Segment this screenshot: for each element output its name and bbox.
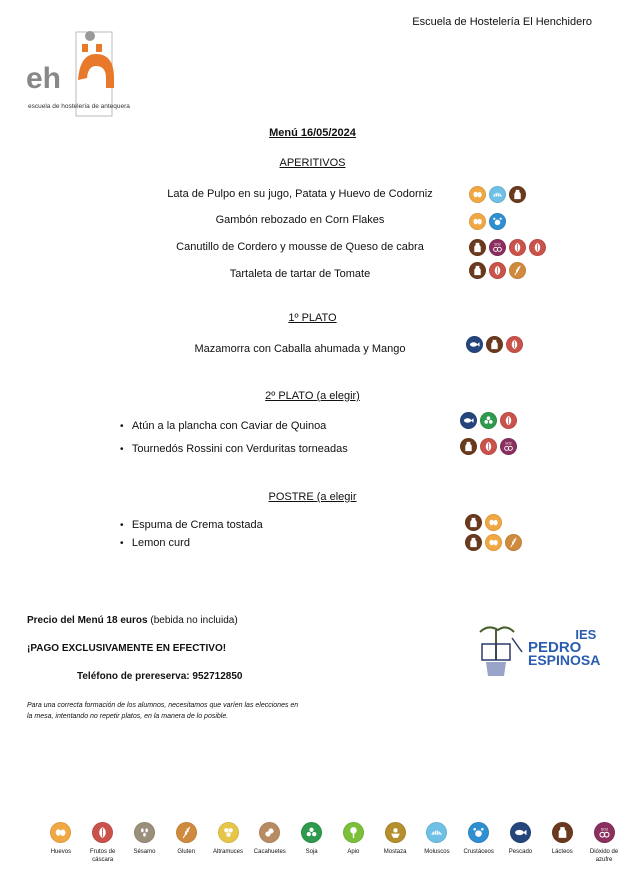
huevos-allergen-icon xyxy=(50,822,71,843)
school-logo xyxy=(26,28,138,122)
legend-item-dioxido xyxy=(583,822,625,864)
list-item: • Lemon curd xyxy=(120,537,190,549)
dish-name: Canutillo de Cordero y mousse de Queso de cabra xyxy=(176,241,424,253)
legend-item-frutos xyxy=(82,822,124,864)
lacteos-allergen-icon xyxy=(465,514,482,531)
lacteos-allergen-icon xyxy=(469,239,486,256)
svg-text:SO2: SO2 xyxy=(600,827,608,832)
allergen-icons xyxy=(469,213,506,230)
lacteos-allergen-icon xyxy=(509,186,526,203)
allergen-icons xyxy=(465,514,502,531)
huevos-allergen-icon xyxy=(469,213,486,230)
frutos-allergen-icon xyxy=(480,438,497,455)
legend-item-gluten xyxy=(165,822,207,864)
frutos-allergen-icon xyxy=(92,822,113,843)
huevos-allergen-icon xyxy=(469,186,486,203)
dioxido-allergen-icon xyxy=(594,822,615,843)
dish-name: Gambón rebozado en Corn Flakes xyxy=(215,214,385,226)
frutos-allergen-icon xyxy=(500,412,517,429)
legend-item-apio xyxy=(332,822,374,864)
soja-allergen-icon xyxy=(480,412,497,429)
legend-label: Cacahuetes xyxy=(253,849,286,855)
huevos-allergen-icon xyxy=(485,534,502,551)
legend-label: Moluscos xyxy=(424,849,450,855)
gluten-allergen-icon xyxy=(509,262,526,279)
section-heading-primer-plato: 1º PLATO xyxy=(288,312,337,324)
legend-label: Gluten xyxy=(177,849,196,855)
svg-text:escuela de hostelería de anteq: escuela de hostelería de antequera xyxy=(28,103,130,110)
soja-allergen-icon xyxy=(301,822,322,843)
legend-item-pescado xyxy=(500,822,542,864)
ies-pedro-espinosa-logo: IES PEDRO ESPINOSA xyxy=(476,622,586,682)
pescado-allergen-icon xyxy=(510,822,531,843)
allergen-icons xyxy=(460,438,517,455)
legend-item-cacahuetes xyxy=(249,822,291,864)
dioxido-allergen-icon xyxy=(500,438,517,455)
legend-item-lacteos xyxy=(541,822,583,864)
huevos-allergen-icon xyxy=(485,514,502,531)
legend-item-altramuces xyxy=(207,822,249,864)
legend-item-mostaza xyxy=(374,822,416,864)
rotation-note: Para una correcta formación de los alumnos, necesitamos que varíen las elecciones en la mesa, intentando no repetir platos, en la manera de lo posible. xyxy=(27,702,299,720)
lacteos-allergen-icon xyxy=(465,534,482,551)
frutos-allergen-icon xyxy=(489,262,506,279)
pescado-allergen-icon xyxy=(466,336,483,353)
frutos-allergen-icon xyxy=(506,336,523,353)
legend-label: Sésamo xyxy=(133,849,156,855)
legend-label: Crustáceos xyxy=(463,849,494,855)
allergen-icons xyxy=(460,412,517,429)
dish-name: Lata de Pulpo en su jugo, Patata y Huevo de Codorniz xyxy=(167,188,433,200)
legend-item-sesamo xyxy=(124,822,166,864)
svg-text:SO2: SO2 xyxy=(505,441,512,446)
apio-allergen-icon xyxy=(343,822,364,843)
dish-name: Tartaleta de tartar de Tomate xyxy=(229,268,371,280)
section-heading-aperitivos: APERITIVOS xyxy=(279,157,346,169)
payment-notice: ¡PAGO EXCLUSIVAMENTE EN EFECTIVO! xyxy=(27,643,227,654)
allergen-icons xyxy=(466,336,523,353)
lacteos-allergen-icon xyxy=(552,822,573,843)
legend-label: Frutos de cáscara xyxy=(89,849,116,863)
svg-text:SO2: SO2 xyxy=(494,242,501,247)
gluten-allergen-icon xyxy=(176,822,197,843)
legend-item-soja xyxy=(291,822,333,864)
gluten-allergen-icon xyxy=(505,534,522,551)
dish-name: Mazamorra con Caballa ahumada y Mango xyxy=(194,343,406,355)
frutos-allergen-icon xyxy=(509,239,526,256)
allergen-legend xyxy=(40,822,625,864)
phone-number: Teléfono de prereserva: 952712850 xyxy=(77,671,243,682)
section-heading-segundo-plato: 2º PLATO (a elegir) xyxy=(265,390,360,402)
allergen-icons xyxy=(465,534,522,551)
lacteos-allergen-icon xyxy=(486,336,503,353)
legend-item-crustaceos xyxy=(458,822,500,864)
dioxido-allergen-icon xyxy=(489,239,506,256)
legend-label: Mostaza xyxy=(383,849,407,855)
legend-label: Lácteos xyxy=(551,849,573,855)
pescado-allergen-icon xyxy=(460,412,477,429)
allergen-icons xyxy=(469,186,526,203)
frutos-allergen-icon xyxy=(529,239,546,256)
lacteos-allergen-icon xyxy=(469,262,486,279)
legend-item-moluscos xyxy=(416,822,458,864)
legend-label: Pescado xyxy=(508,849,533,855)
lacteos-allergen-icon xyxy=(460,438,477,455)
mostaza-allergen-icon xyxy=(385,822,406,843)
svg-text:eh: eh xyxy=(26,62,62,95)
altramuces-allergen-icon xyxy=(218,822,239,843)
moluscos-allergen-icon xyxy=(489,186,506,203)
crustaceos-allergen-icon xyxy=(489,213,506,230)
allergen-icons xyxy=(469,262,526,279)
list-item: • Atún a la plancha con Caviar de Quinoa xyxy=(120,420,327,432)
sesamo-allergen-icon xyxy=(134,822,155,843)
legend-item-huevos xyxy=(40,822,82,864)
moluscos-allergen-icon xyxy=(426,822,447,843)
school-name: Escuela de Hostelería El Henchidero xyxy=(412,16,592,28)
legend-label: Altramuces xyxy=(213,849,244,855)
price-line: Precio del Menú 18 euros (bebida no incluida) xyxy=(27,615,238,626)
menu-title: Menú 16/05/2024 xyxy=(269,127,356,139)
allergen-icons xyxy=(469,239,546,256)
cacahuetes-allergen-icon xyxy=(259,822,280,843)
legend-label: Huevos xyxy=(50,849,72,855)
legend-label: Dióxido de azufre xyxy=(589,849,619,863)
list-item: • Tournedós Rossini con Verduritas torneadas xyxy=(120,443,348,455)
legend-label: Apio xyxy=(347,849,360,855)
list-item: • Espuma de Crema tostada xyxy=(120,519,263,531)
section-heading-postre: POSTRE (a elegir xyxy=(268,491,357,503)
legend-label: Soja xyxy=(305,849,318,855)
crustaceos-allergen-icon xyxy=(468,822,489,843)
